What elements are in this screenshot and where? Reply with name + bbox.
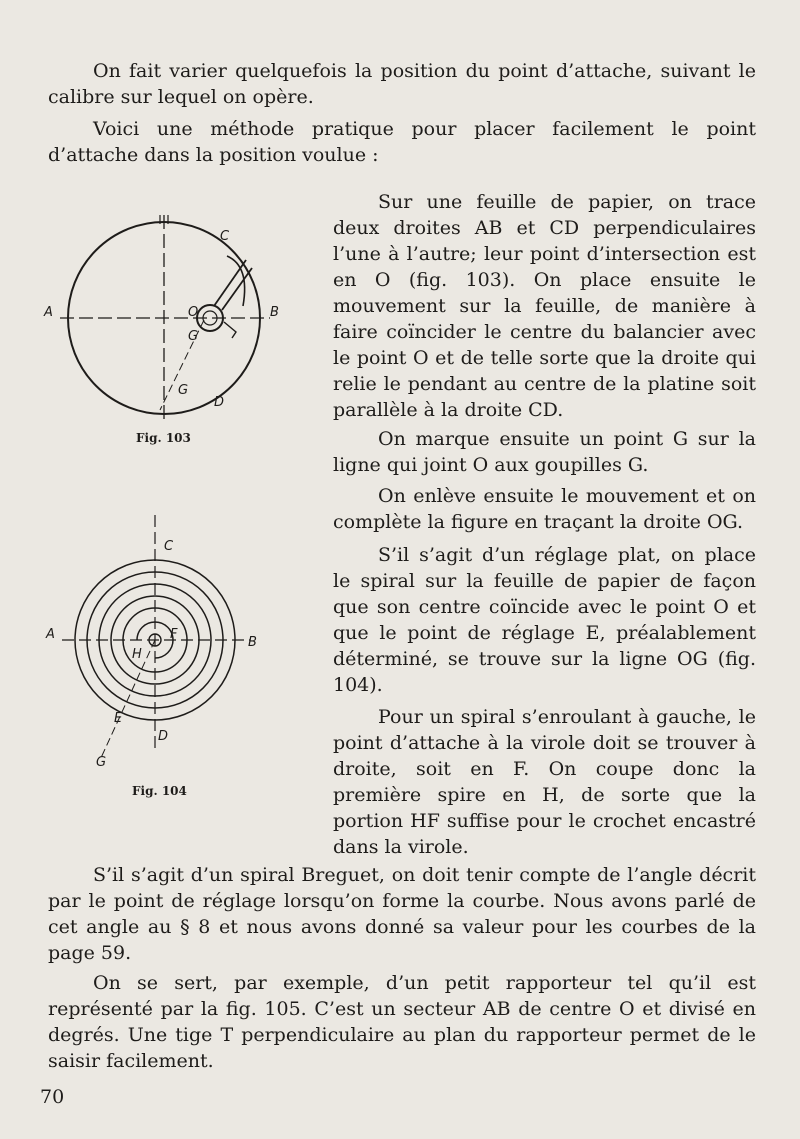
fig104-caption: Fig. 104: [132, 784, 187, 798]
fig104-label-b: B: [248, 635, 257, 650]
fig104-label-f: F: [170, 627, 178, 642]
paragraph-4: On marque ensuite un point G sur la ligne qui joint O aux goupilles G.: [333, 428, 756, 476]
fig103-label-g: G: [178, 383, 189, 398]
fig104-label-c: C: [164, 539, 174, 554]
fig103-label-b: B: [270, 305, 279, 320]
fig103-caption: Fig. 103: [136, 431, 191, 445]
fig103-label-g-small: G: [188, 329, 199, 344]
paragraph-5: On enlève ensuite le mouvement et on complète la figure en traçant la droite OG.: [333, 485, 756, 533]
figure-104: [40, 510, 300, 780]
figure-103: [40, 210, 300, 450]
fig104-label-d: D: [158, 729, 169, 744]
fig104-label-a: A: [46, 627, 55, 642]
paragraph-9: On se sert, par exemple, d’un petit rapporteur tel qu’il est représenté par la fig. 105. C’est un secteur AB de centre O et divisé en degrés. Une tige T perpendiculaire au plan du rapporteur permet de le saisir facilement.: [48, 972, 756, 1072]
fig103-label-o: O: [188, 305, 199, 320]
paragraph-7: Pour un spiral s’enroulant à gauche, le point d’attache à la virole doit se trouver à droite, soit en F. On coupe donc la première spire en H, de sorte que la portion HF suffise pour le crochet encastré dans la virole.: [333, 706, 756, 858]
fig104-line-og: [100, 640, 155, 760]
paragraph-2: Voici une méthode pratique pour placer facilement le point d’attache dans la position voulue :: [48, 118, 756, 166]
fig103-label-d: D: [214, 395, 225, 410]
page-number: 70: [40, 1086, 65, 1108]
fig104-label-h: H: [132, 647, 142, 662]
fig103-label-a: A: [44, 305, 53, 320]
paragraph-8: S’il s’agit d’un spiral Breguet, on doit tenir compte de l’angle décrit par le point de réglage lorsqu’on forme la courbe. Nous avons parlé de cet angle au § 8 et nous avons donné sa valeur pour les courbes de la page 59.: [48, 864, 756, 964]
paragraph-3: Sur une feuille de papier, on trace deux droites AB et CD perpendiculaires l’une à l’autre; leur point d’intersection est en O (fig. 103). On place ensuite le mouvement sur la feuille, de manière à faire coïncider le centre du balancier avec le point O et de telle sorte que la droite qui relie le pendant au centre de la platine soit parallèle à la droite CD.: [333, 191, 756, 421]
paragraph-1: On fait varier quelquefois la position du point d’attache, suivant le calibre sur lequel on opère.: [48, 60, 756, 108]
fig104-label-g: G: [96, 755, 107, 770]
paragraph-6: S’il s’agit d’un réglage plat, on place le spiral sur la feuille de papier de façon que son centre coïncide avec le point O et que le point de réglage E, préalablement déterminé, se trouve sur la ligne OG (fig. 104).: [333, 544, 756, 696]
fig104-label-e: E: [114, 711, 123, 726]
fig103-label-c: C: [220, 229, 230, 244]
